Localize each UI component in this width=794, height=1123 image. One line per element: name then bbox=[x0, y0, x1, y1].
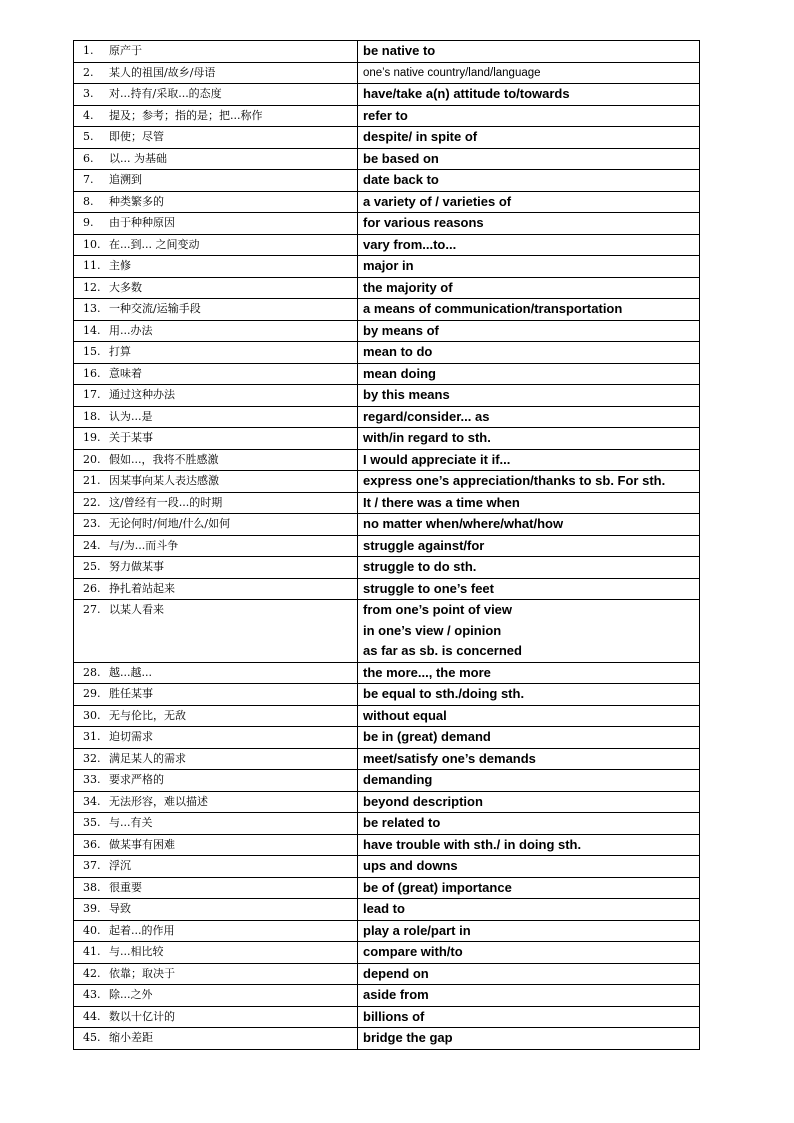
chinese-phrase: 迫切需求 bbox=[109, 730, 153, 743]
chinese-phrase-cell bbox=[74, 985, 358, 1007]
english-phrase: struggle against/for bbox=[363, 537, 485, 553]
row-number: 43. bbox=[83, 988, 101, 1001]
english-phrase-cell bbox=[358, 813, 700, 835]
chinese-phrase-cell bbox=[74, 385, 358, 407]
table-row bbox=[74, 148, 700, 170]
row-number: 22. bbox=[83, 495, 101, 509]
english-phrase-cell bbox=[358, 1028, 700, 1050]
table-row bbox=[74, 535, 700, 557]
chinese-phrase-cell bbox=[74, 942, 358, 964]
row-number: 2. bbox=[83, 65, 94, 79]
english-phrase-cell bbox=[358, 920, 700, 942]
chinese-phrase: 导致 bbox=[109, 902, 131, 915]
chinese-phrase: 一种交流/运输手段 bbox=[109, 302, 201, 315]
table-row bbox=[74, 920, 700, 942]
english-phrase: struggle to do sth. bbox=[363, 559, 477, 574]
table-row bbox=[74, 84, 700, 106]
english-phrase: be of (great) importance bbox=[363, 879, 512, 895]
chinese-phrase: 无与伦比，无敌 bbox=[109, 708, 186, 722]
english-phrase: major in bbox=[363, 258, 414, 273]
english-phrase-cell bbox=[358, 342, 700, 364]
chinese-phrase: 无论何时/何地/什么/如何 bbox=[109, 517, 231, 530]
english-phrase: I would appreciate it if... bbox=[363, 451, 511, 467]
english-phrase-cell bbox=[358, 684, 700, 706]
english-phrase: the majority of bbox=[363, 279, 453, 295]
english-phrase: demanding bbox=[363, 772, 433, 787]
chinese-phrase-cell bbox=[74, 920, 358, 942]
row-number: 29. bbox=[83, 687, 101, 700]
chinese-phrase: 因某事向某人表达感激 bbox=[109, 474, 219, 487]
english-phrase-cell bbox=[358, 41, 700, 63]
english-phrase-cell bbox=[358, 363, 700, 385]
row-number: 14. bbox=[83, 323, 101, 337]
row-number: 13. bbox=[83, 302, 101, 315]
table-row bbox=[74, 213, 700, 235]
chinese-phrase: 认为...是 bbox=[109, 409, 153, 423]
chinese-phrase-cell bbox=[74, 600, 358, 663]
table-row bbox=[74, 127, 700, 149]
table-row bbox=[74, 170, 700, 192]
row-number: 42. bbox=[83, 966, 101, 980]
english-phrase-cell bbox=[358, 791, 700, 813]
chinese-phrase-cell bbox=[74, 256, 358, 278]
english-phrase: beyond description bbox=[363, 793, 483, 809]
table-row bbox=[74, 963, 700, 985]
chinese-phrase: 浮沉 bbox=[109, 859, 131, 872]
chinese-phrase-cell bbox=[74, 428, 358, 450]
english-phrase-cell bbox=[358, 856, 700, 878]
english-phrase: a variety of / varieties of bbox=[363, 193, 512, 209]
english-phrase-cell bbox=[358, 428, 700, 450]
english-phrase: by means of bbox=[363, 322, 439, 338]
row-number: 9. bbox=[83, 216, 94, 229]
chinese-phrase-cell bbox=[74, 234, 358, 256]
row-number: 45. bbox=[83, 1031, 101, 1044]
english-phrase-cell bbox=[358, 299, 700, 321]
chinese-phrase: 越...越... bbox=[109, 665, 152, 679]
chinese-phrase: 关于某事 bbox=[109, 431, 153, 444]
chinese-phrase: 数以十亿计的 bbox=[109, 1009, 175, 1023]
english-phrase: It / there was a time when bbox=[363, 494, 520, 510]
row-number: 28. bbox=[83, 665, 101, 679]
chinese-phrase-cell bbox=[74, 342, 358, 364]
chinese-phrase: 与/为...而斗争 bbox=[109, 538, 179, 552]
table-row bbox=[74, 1006, 700, 1028]
row-number: 24. bbox=[83, 538, 101, 552]
chinese-phrase: 满足某人的需求 bbox=[109, 751, 186, 765]
chinese-phrase-cell bbox=[74, 834, 358, 856]
chinese-phrase-cell bbox=[74, 170, 358, 192]
row-number: 32. bbox=[83, 751, 101, 765]
row-number: 34. bbox=[83, 794, 101, 808]
row-number: 36. bbox=[83, 837, 101, 851]
table-row bbox=[74, 877, 700, 899]
table-row bbox=[74, 899, 700, 921]
chinese-phrase-cell bbox=[74, 1006, 358, 1028]
table-row bbox=[74, 492, 700, 514]
table-row bbox=[74, 41, 700, 63]
table-row bbox=[74, 342, 700, 364]
english-phrase-cell bbox=[358, 62, 700, 84]
row-number: 17. bbox=[83, 388, 101, 401]
chinese-phrase: 这/曾经有一段...的时期 bbox=[109, 495, 223, 509]
row-number: 1. bbox=[83, 44, 94, 57]
english-phrase: be based on bbox=[363, 150, 439, 166]
english-phrase-cell bbox=[358, 748, 700, 770]
chinese-phrase: 提及；参考；指的是；把...称作 bbox=[109, 108, 263, 122]
table-row bbox=[74, 471, 700, 493]
chinese-phrase-cell bbox=[74, 299, 358, 321]
chinese-phrase-cell bbox=[74, 557, 358, 579]
table-row bbox=[74, 813, 700, 835]
english-phrase: be related to bbox=[363, 815, 441, 830]
english-phrase-cell bbox=[358, 985, 700, 1007]
row-number: 27. bbox=[83, 603, 101, 616]
english-phrase: date back to bbox=[363, 172, 439, 187]
chinese-phrase-cell bbox=[74, 514, 358, 536]
row-number: 39. bbox=[83, 902, 101, 915]
row-number: 25. bbox=[83, 560, 101, 573]
vocabulary-sheet bbox=[73, 40, 700, 1050]
row-number: 18. bbox=[83, 409, 101, 423]
chinese-phrase-cell bbox=[74, 105, 358, 127]
english-phrase-cell bbox=[358, 84, 700, 106]
chinese-phrase-cell bbox=[74, 363, 358, 385]
english-phrase-cell bbox=[358, 492, 700, 514]
english-phrase: with/in regard to sth. bbox=[363, 430, 491, 445]
chinese-phrase-cell bbox=[74, 277, 358, 299]
english-phrase: bridge the gap bbox=[363, 1030, 453, 1045]
english-phrase: one’s native country/land/language bbox=[363, 66, 541, 79]
english-phrase-cell bbox=[358, 471, 700, 493]
english-phrase: depend on bbox=[363, 965, 429, 981]
chinese-phrase: 打算 bbox=[109, 345, 131, 358]
chinese-phrase: 除...之外 bbox=[109, 988, 153, 1001]
english-phrase-cell bbox=[358, 277, 700, 299]
row-number: 19. bbox=[83, 431, 101, 444]
english-phrase: by this means bbox=[363, 387, 450, 402]
english-phrase-cell bbox=[358, 963, 700, 985]
chinese-phrase-cell bbox=[74, 213, 358, 235]
chinese-phrase: 假如...，我将不胜感激 bbox=[109, 452, 219, 466]
english-phrase-cell bbox=[358, 256, 700, 278]
english-phrase: have trouble with sth./ in doing sth. bbox=[363, 836, 582, 852]
table-row bbox=[74, 1028, 700, 1050]
english-phrase-cell bbox=[358, 127, 700, 149]
chinese-phrase-cell bbox=[74, 877, 358, 899]
chinese-phrase-cell bbox=[74, 492, 358, 514]
chinese-phrase-cell bbox=[74, 705, 358, 727]
chinese-phrase-cell bbox=[74, 127, 358, 149]
english-phrase-cell bbox=[358, 578, 700, 600]
chinese-phrase: 在...到... 之间变动 bbox=[109, 237, 200, 251]
english-phrase-cell bbox=[358, 877, 700, 899]
row-number: 16. bbox=[83, 366, 101, 380]
english-phrase: have/take a(n) attitude to/towards bbox=[363, 86, 570, 101]
chinese-phrase: 无法形容，难以描述 bbox=[109, 794, 208, 808]
chinese-phrase: 对...持有/采取...的态度 bbox=[109, 87, 222, 100]
english-phrase-cell bbox=[358, 942, 700, 964]
english-phrase-cell bbox=[358, 191, 700, 213]
table-row bbox=[74, 277, 700, 299]
vocabulary-table bbox=[73, 40, 700, 1050]
english-phrase: aside from bbox=[363, 987, 429, 1002]
english-phrase: compare with/to bbox=[363, 944, 463, 959]
row-number: 12. bbox=[83, 280, 101, 294]
table-row bbox=[74, 191, 700, 213]
chinese-phrase-cell bbox=[74, 684, 358, 706]
row-number: 23. bbox=[83, 517, 101, 530]
table-row bbox=[74, 514, 700, 536]
table-row bbox=[74, 62, 700, 84]
row-number: 44. bbox=[83, 1009, 101, 1023]
chinese-phrase: 缩小差距 bbox=[109, 1031, 153, 1044]
chinese-phrase: 种类繁多的 bbox=[109, 194, 164, 208]
table-row bbox=[74, 105, 700, 127]
chinese-phrase-cell bbox=[74, 449, 358, 471]
chinese-phrase: 大多数 bbox=[109, 280, 142, 294]
english-phrase: ups and downs bbox=[363, 858, 458, 873]
table-row bbox=[74, 385, 700, 407]
english-phrase: from one’s point of view bbox=[363, 602, 513, 617]
english-phrase: express one’s appreciation/thanks to sb. For sth. bbox=[363, 473, 666, 488]
english-phrase-cell bbox=[358, 213, 700, 235]
table-row bbox=[74, 791, 700, 813]
row-number: 11. bbox=[83, 259, 101, 272]
chinese-phrase: 用...办法 bbox=[109, 323, 153, 337]
english-phrase: in one’s view / opinion bbox=[363, 622, 502, 638]
table-row bbox=[74, 985, 700, 1007]
table-row bbox=[74, 299, 700, 321]
table-row bbox=[74, 234, 700, 256]
english-phrase: a means of communication/transportation bbox=[363, 301, 623, 316]
chinese-phrase-cell bbox=[74, 148, 358, 170]
chinese-phrase: 由于种种原因 bbox=[109, 216, 175, 229]
row-number: 4. bbox=[83, 108, 94, 122]
english-phrase-cell bbox=[358, 449, 700, 471]
chinese-phrase-cell bbox=[74, 727, 358, 749]
chinese-phrase: 以某人看来 bbox=[109, 603, 164, 616]
english-phrase: mean to do bbox=[363, 344, 433, 359]
english-phrase-cell bbox=[358, 705, 700, 727]
chinese-phrase: 即使；尽管 bbox=[109, 130, 164, 143]
table-row bbox=[74, 578, 700, 600]
english-phrase: mean doing bbox=[363, 365, 436, 381]
table-row bbox=[74, 363, 700, 385]
english-phrase-cell bbox=[358, 557, 700, 579]
row-number: 35. bbox=[83, 816, 101, 829]
row-number: 15. bbox=[83, 345, 101, 358]
row-number: 41. bbox=[83, 945, 101, 958]
english-phrase-cell bbox=[358, 170, 700, 192]
chinese-phrase-cell bbox=[74, 578, 358, 600]
row-number: 30. bbox=[83, 708, 101, 722]
chinese-phrase: 要求严格的 bbox=[109, 773, 164, 786]
english-phrase: billions of bbox=[363, 1008, 425, 1024]
table-row bbox=[74, 320, 700, 342]
english-phrase-cell bbox=[358, 406, 700, 428]
english-phrase: no matter when/where/what/how bbox=[363, 516, 564, 531]
english-phrase: be in (great) demand bbox=[363, 729, 491, 744]
row-number: 10. bbox=[83, 237, 101, 251]
chinese-phrase-cell bbox=[74, 662, 358, 684]
chinese-phrase-cell bbox=[74, 191, 358, 213]
english-phrase: play a role/part in bbox=[363, 922, 471, 938]
row-number: 5. bbox=[83, 130, 94, 143]
english-phrase-cell bbox=[358, 770, 700, 792]
row-number: 21. bbox=[83, 474, 101, 487]
table-row bbox=[74, 705, 700, 727]
table-row bbox=[74, 406, 700, 428]
row-number: 31. bbox=[83, 730, 101, 743]
english-phrase-cell bbox=[358, 105, 700, 127]
chinese-phrase-cell bbox=[74, 41, 358, 63]
chinese-phrase-cell bbox=[74, 748, 358, 770]
english-phrase-cell bbox=[358, 320, 700, 342]
english-phrase: despite/ in spite of bbox=[363, 129, 478, 144]
chinese-phrase: 通过这种办法 bbox=[109, 388, 175, 401]
table-row bbox=[74, 856, 700, 878]
chinese-phrase-cell bbox=[74, 963, 358, 985]
table-row bbox=[74, 684, 700, 706]
row-number: 33. bbox=[83, 773, 101, 786]
english-phrase-cell bbox=[358, 234, 700, 256]
english-phrase-cell bbox=[358, 662, 700, 684]
english-phrase-cell bbox=[358, 899, 700, 921]
chinese-phrase-cell bbox=[74, 856, 358, 878]
english-phrase: without equal bbox=[363, 707, 447, 723]
english-phrase: for various reasons bbox=[363, 215, 484, 230]
chinese-phrase: 原产于 bbox=[109, 44, 142, 57]
english-phrase: vary from...to... bbox=[363, 236, 457, 252]
english-phrase-cell bbox=[358, 535, 700, 557]
english-phrase: regard/consider... as bbox=[363, 408, 490, 424]
table-row bbox=[74, 557, 700, 579]
row-number: 38. bbox=[83, 880, 101, 894]
row-number: 8. bbox=[83, 194, 94, 208]
english-phrase-cell bbox=[358, 727, 700, 749]
row-number: 40. bbox=[83, 923, 101, 937]
english-phrase-cell bbox=[358, 148, 700, 170]
chinese-phrase-cell bbox=[74, 791, 358, 813]
chinese-phrase: 以... 为基础 bbox=[109, 151, 167, 165]
table-row bbox=[74, 942, 700, 964]
table-row bbox=[74, 662, 700, 684]
english-phrase: as far as sb. is concerned bbox=[363, 643, 522, 658]
chinese-phrase-cell bbox=[74, 62, 358, 84]
table-row bbox=[74, 428, 700, 450]
english-phrase: meet/satisfy one’s demands bbox=[363, 750, 536, 766]
english-phrase-cell bbox=[358, 834, 700, 856]
row-number: 7. bbox=[83, 173, 94, 186]
chinese-phrase-cell bbox=[74, 1028, 358, 1050]
chinese-phrase: 挣扎着站起来 bbox=[109, 581, 175, 595]
english-phrase: refer to bbox=[363, 107, 408, 123]
english-phrase: lead to bbox=[363, 901, 405, 916]
chinese-phrase: 做某事有困难 bbox=[109, 837, 175, 851]
table-row bbox=[74, 727, 700, 749]
table-row bbox=[74, 770, 700, 792]
chinese-phrase-cell bbox=[74, 471, 358, 493]
chinese-phrase: 很重要 bbox=[109, 880, 142, 894]
chinese-phrase-cell bbox=[74, 770, 358, 792]
english-phrase-cell bbox=[358, 514, 700, 536]
english-phrase: be equal to sth./doing sth. bbox=[363, 686, 525, 701]
vocabulary-table-body bbox=[74, 41, 700, 1050]
row-number: 26. bbox=[83, 581, 101, 595]
english-phrase-cell bbox=[358, 1006, 700, 1028]
chinese-phrase: 起着...的作用 bbox=[109, 923, 175, 937]
table-row bbox=[74, 449, 700, 471]
chinese-phrase-cell bbox=[74, 813, 358, 835]
row-number: 3. bbox=[83, 87, 94, 100]
english-phrase-cell bbox=[358, 385, 700, 407]
chinese-phrase: 努力做某事 bbox=[109, 560, 164, 573]
chinese-phrase: 主修 bbox=[109, 259, 131, 272]
chinese-phrase-cell bbox=[74, 899, 358, 921]
english-phrase: struggle to one’s feet bbox=[363, 580, 494, 596]
chinese-phrase: 胜任某事 bbox=[109, 687, 153, 700]
chinese-phrase: 意味着 bbox=[109, 366, 142, 380]
row-number: 6. bbox=[83, 151, 94, 165]
chinese-phrase-cell bbox=[74, 535, 358, 557]
row-number: 37. bbox=[83, 859, 101, 872]
english-phrase: the more..., the more bbox=[363, 664, 491, 680]
chinese-phrase: 某人的祖国/故乡/母语 bbox=[109, 65, 216, 79]
table-row bbox=[74, 600, 700, 663]
chinese-phrase: 与...相比较 bbox=[109, 945, 164, 958]
chinese-phrase-cell bbox=[74, 406, 358, 428]
table-row bbox=[74, 256, 700, 278]
row-number: 20. bbox=[83, 452, 101, 466]
chinese-phrase-cell bbox=[74, 320, 358, 342]
chinese-phrase-cell bbox=[74, 84, 358, 106]
chinese-phrase: 与...有关 bbox=[109, 816, 153, 829]
english-phrase-cell bbox=[358, 600, 700, 663]
table-row bbox=[74, 748, 700, 770]
table-row bbox=[74, 834, 700, 856]
chinese-phrase: 追溯到 bbox=[109, 173, 142, 186]
english-phrase: be native to bbox=[363, 43, 436, 58]
chinese-phrase: 依靠；取决于 bbox=[109, 966, 175, 980]
